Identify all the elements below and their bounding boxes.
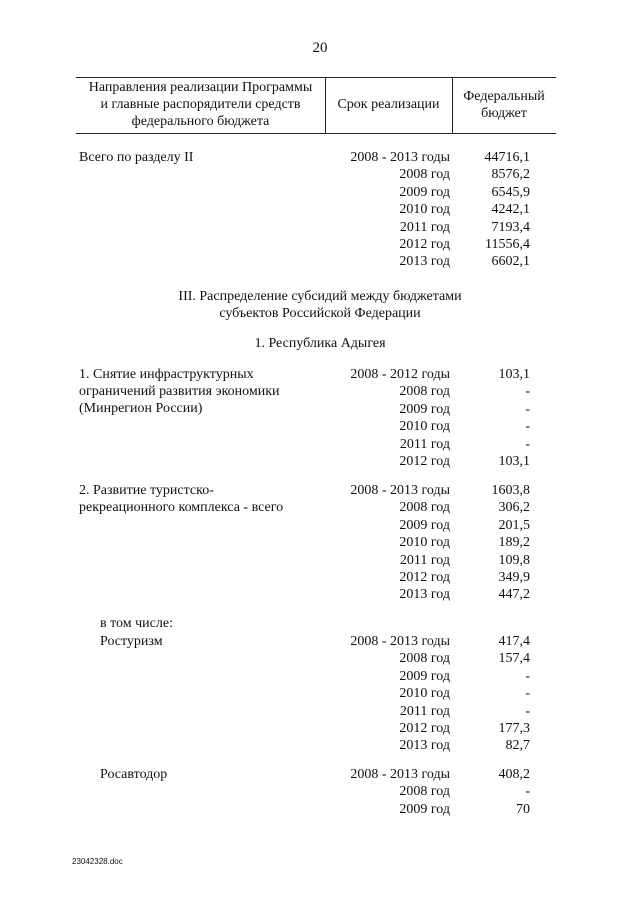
page-number: 20 (312, 40, 328, 56)
footer-filename: 23042328.doc (72, 857, 123, 866)
header-top-rule (76, 77, 556, 78)
period-cell: 2008 - 2013 годы (350, 483, 450, 498)
budget-value-cell: - (525, 704, 530, 719)
budget-value-cell: 103,1 (498, 367, 530, 382)
period-cell: 2008 - 2013 годы (350, 150, 450, 165)
header-budget-line: Федеральный (463, 89, 545, 104)
item2-label-line: рекреационного комплекса - всего (79, 500, 284, 515)
budget-value-cell: 4242,1 (491, 202, 530, 217)
budget-value-cell: 306,2 (498, 500, 530, 515)
period-cell: 2011 год (399, 553, 450, 568)
period-cell: 2009 год (399, 802, 450, 817)
budget-value-cell: 177,3 (498, 721, 530, 736)
budget-value-cell: - (525, 384, 530, 399)
period-cell: 2008 - 2013 годы (350, 634, 450, 649)
including-label: в том числе: (100, 616, 173, 631)
item1-label-line: (Минрегион России) (79, 401, 203, 416)
item1-label-line: ограничений развития экономики (79, 384, 280, 399)
period-cell: 2012 год (399, 721, 450, 736)
period-cell: 2008 год (399, 384, 450, 399)
budget-value-cell: - (525, 437, 530, 452)
section3-title-line: субъектов Российской Федерации (219, 306, 421, 321)
period-cell: 2010 год (399, 535, 450, 550)
header-directions-line: и главные распорядители средств (100, 97, 301, 112)
budget-value-cell: 349,9 (498, 570, 530, 585)
rosavtodor-label: Росавтодор (100, 767, 168, 782)
budget-value-cell: 417,4 (498, 634, 530, 649)
header-bottom-rule (76, 133, 556, 134)
period-cell: 2008 - 2013 годы (350, 767, 450, 782)
budget-value-cell: 408,2 (498, 767, 530, 782)
budget-value-cell: 82,7 (505, 738, 530, 753)
period-cell: 2009 год (399, 518, 450, 533)
period-cell: 2012 год (399, 454, 450, 469)
rosturizm-label: Ростуризм (100, 634, 163, 649)
section2-total-label: Всего по разделу II (79, 150, 194, 165)
item2-label-line: 2. Развитие туристско- (79, 483, 214, 498)
period-cell: 2011 год (399, 220, 450, 235)
period-cell: 2008 год (399, 167, 450, 182)
header-directions (76, 79, 325, 130)
period-cell: 2008 год (399, 784, 450, 799)
region-title: 1. Республика Адыгея (254, 336, 386, 351)
period-cell: 2008 - 2012 годы (350, 367, 450, 382)
period-cell: 2011 год (399, 437, 450, 452)
period-cell: 2012 год (399, 570, 450, 585)
budget-value-cell: 103,1 (498, 454, 530, 469)
period-cell: 2010 год (399, 419, 450, 434)
budget-value-cell: - (525, 686, 530, 701)
budget-value-cell: 70 (516, 802, 530, 817)
period-cell: 2013 год (399, 587, 450, 602)
budget-value-cell: 11556,4 (485, 237, 530, 252)
budget-value-cell: 157,4 (498, 651, 530, 666)
budget-value-cell: 189,2 (498, 535, 530, 550)
period-cell: 2008 год (399, 651, 450, 666)
period-cell: 2009 год (399, 185, 450, 200)
budget-value-cell: 201,5 (498, 518, 530, 533)
period-cell: 2009 год (399, 402, 450, 417)
period-cell: 2012 год (399, 237, 450, 252)
budget-value-cell: - (525, 419, 530, 434)
period-cell: 2010 год (399, 202, 450, 217)
budget-value-cell: - (525, 784, 530, 799)
period-cell: 2013 год (399, 254, 450, 269)
period-cell: 2013 год (399, 738, 450, 753)
budget-value-cell: 6602,1 (491, 254, 530, 269)
section3-title-line: III. Распределение субсидий между бюджетами (178, 289, 462, 304)
item1-label-line: 1. Снятие инфраструктурных (79, 367, 254, 382)
budget-value-cell: 447,2 (498, 587, 530, 602)
period-cell: 2008 год (399, 500, 450, 515)
header-budget-line: бюджет (481, 106, 527, 121)
header-federal-budget (452, 88, 556, 122)
period-cell: 2009 год (399, 669, 450, 684)
header-directions-line: Направления реализации Программы (88, 80, 313, 95)
budget-value-cell: 109,8 (498, 553, 530, 568)
budget-value-cell: - (525, 402, 530, 417)
budget-value-cell: - (525, 669, 530, 684)
budget-value-cell: 8576,2 (491, 167, 530, 182)
budget-value-cell: 7193,4 (491, 220, 530, 235)
header-directions-line: федерального бюджета (131, 114, 270, 129)
budget-value-cell: 6545,9 (491, 185, 530, 200)
period-cell: 2010 год (399, 686, 450, 701)
budget-value-cell: 1603,8 (491, 483, 530, 498)
budget-value-cell: 44716,1 (484, 150, 530, 165)
header-period: Срок реализации (337, 97, 440, 112)
period-cell: 2011 год (399, 704, 450, 719)
